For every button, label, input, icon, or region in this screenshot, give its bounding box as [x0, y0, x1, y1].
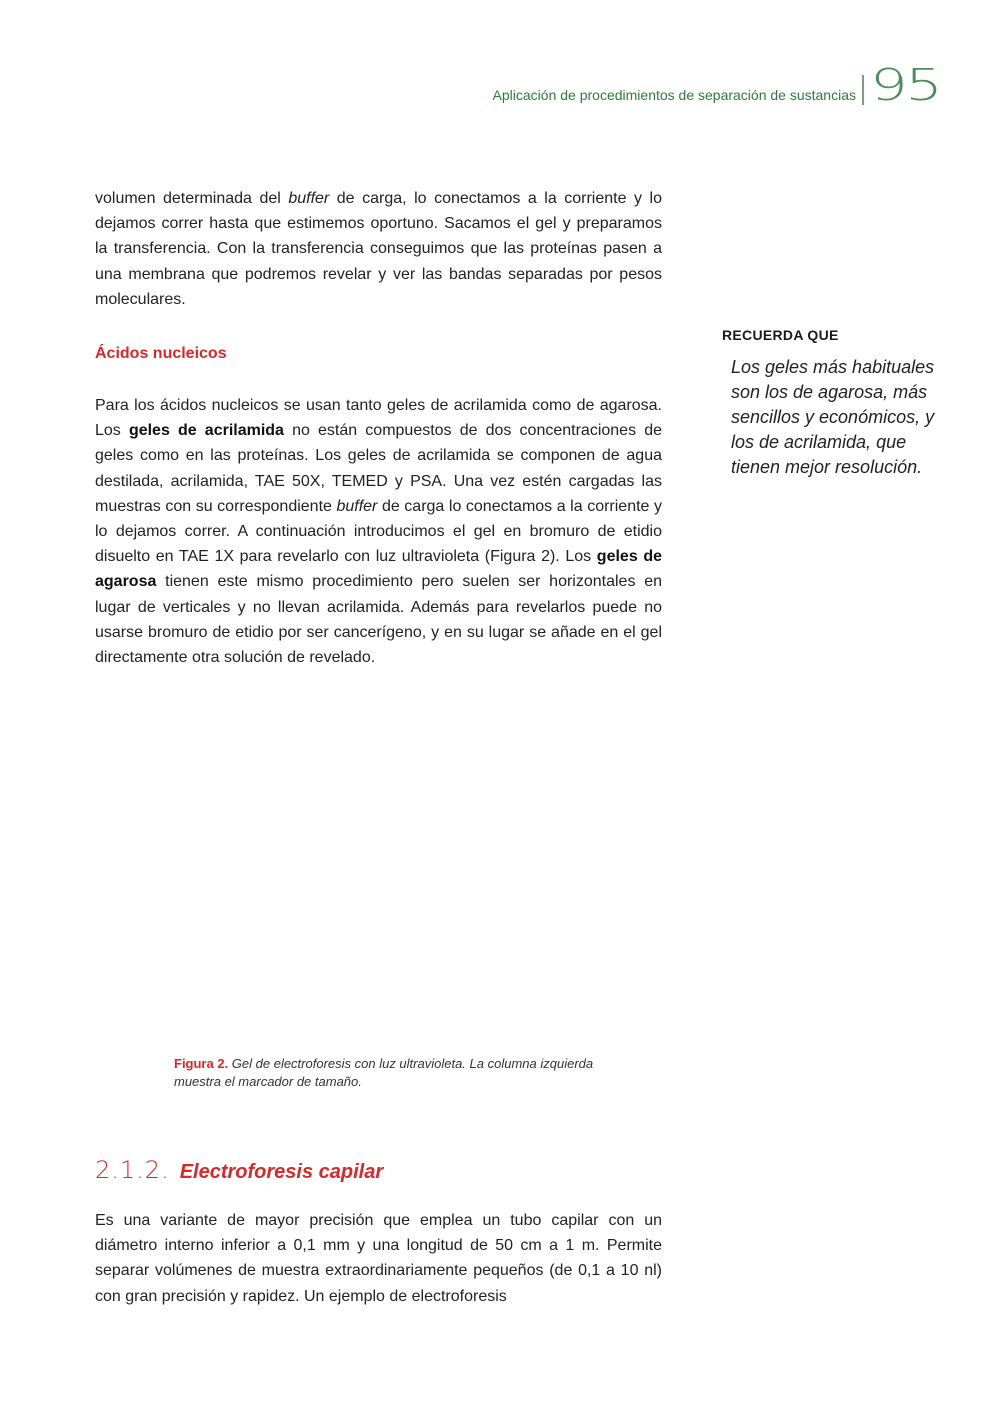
paragraph-2-text-a: Para los ácidos nucleicos se usan tanto geles de acrilamida como de agarosa. Los: [95, 397, 662, 440]
subsection-heading: [95, 1156, 383, 1184]
section-heading-nucleic-acids: Ácidos nucleicos: [95, 345, 227, 362]
figure-caption: [174, 1055, 614, 1091]
figure-caption-text: Gel de electroforesis con luz ultravioleta. La columna izquierda muestra el marcador de tamaño.: [174, 1056, 594, 1089]
body-paragraph-2: [95, 393, 662, 670]
paragraph-1-text-b: de carga, lo conectamos a la corriente y lo dejamos correr hasta que estimemos oportuno. Sacamos el gel y preparamos la transferencia. Con la transferencia conseguimos que las proteínas pasen a una membrana que podremos revelar y ver las bandas separadas por pesos moleculares.: [95, 190, 663, 308]
paragraph-2-bold-acrylamide: geles de acrilamida: [128, 422, 284, 440]
header-divider: [862, 75, 864, 105]
sidebar-note: Los geles más habituales son los de agarosa, más sencillos y económicos, y los de acrilamida, que tienen mejor resolución.: [731, 357, 935, 477]
paragraph-2-bold-agarose: geles de agarosa: [95, 548, 663, 591]
paragraph-2-text-c: de carga lo conectamos a la corriente y lo dejamos correr. A continuación introducimos el gel en bromuro de etidio disuelto en TAE 1X para revelarlo con luz ultravioleta (Figura 2). Los: [95, 497, 662, 566]
sidebar-label: RECUERDA QUE: [722, 327, 839, 343]
subsection-number: 2.1.2.: [95, 1156, 170, 1184]
paragraph-1-text-a: volumen determinada del: [95, 190, 289, 207]
paragraph-1-italic-buffer: buffer: [288, 190, 330, 207]
subsection-title: Electroforesis capilar: [179, 1161, 384, 1183]
running-title: Aplicación de procedimientos de separación de sustancias: [492, 87, 856, 103]
paragraph-2-italic-buffer: buffer: [336, 497, 378, 515]
figure-label: Figura 2.: [174, 1056, 229, 1071]
paragraph-2-text-b: no están compuestos de dos concentraciones de geles como en las proteínas. Los geles de acrilamida se componen de agua destilada, acrilamida, TAE 50X, TEMED y PSA. Una vez estén cargadas las muestras con su correspondiente: [95, 422, 662, 515]
paragraph-2-text-d: tienen este mismo procedimiento pero suelen ser horizontales en lugar de verticales y no llevan acrilamida. Además para revelarlos puede no usarse bromuro de etidio por ser cancerígeno, y en su lugar se añade en el gel directamente otra solución de revelado.: [95, 573, 662, 667]
body-paragraph-1: [95, 186, 662, 312]
running-header: [492, 60, 941, 111]
body-paragraph-3: Es una variante de mayor precisión que emplea un tubo capilar con un diámetro interno inferior a 0,1 mm y una longitud de 50 cm a 1 m. Permite separar volúmenes de muestra extraordinariamente pequeños (de 0,1 a 10 nl) con gran precisión y rapidez. Un ejemplo de electroforesis: [95, 1212, 662, 1305]
page-number: 95: [870, 60, 941, 111]
